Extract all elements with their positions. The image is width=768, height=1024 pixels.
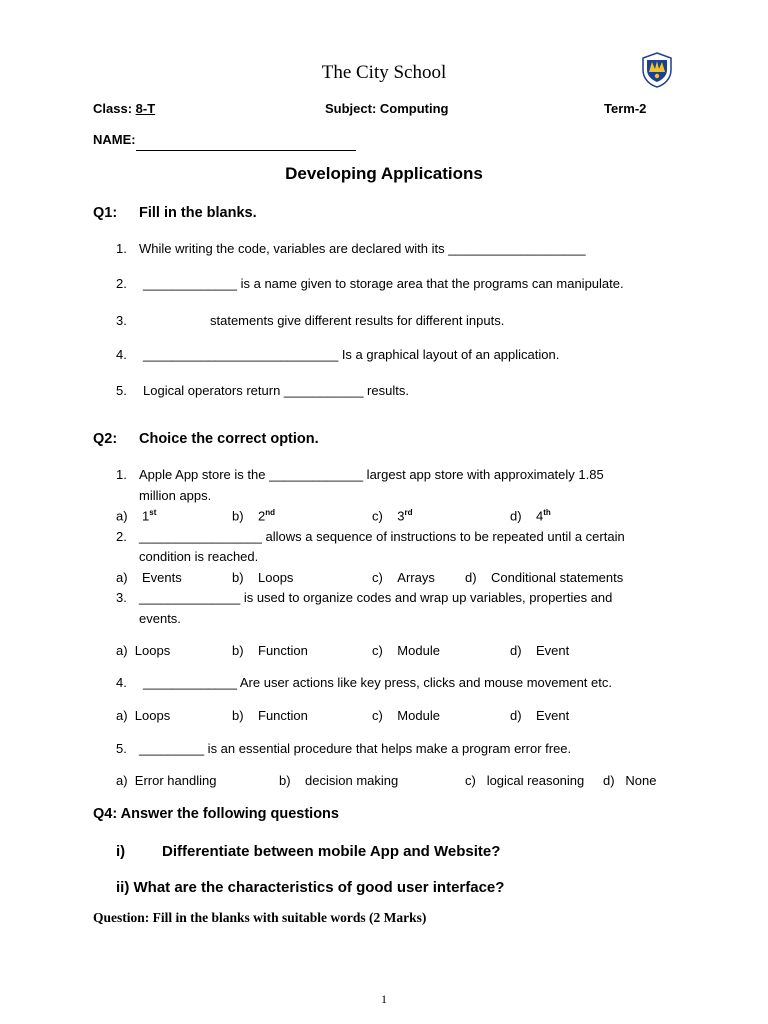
option-value: Arrays — [397, 570, 435, 585]
option-letter: a) — [116, 508, 128, 524]
class-field — [93, 101, 155, 116]
q2-5-option-b[interactable] — [279, 773, 398, 788]
q2-4-option-b[interactable] — [232, 708, 308, 723]
q2-3-option-b[interactable] — [232, 643, 308, 658]
q2-item-4-number: 4. — [116, 675, 127, 690]
option-letter: a) — [116, 773, 128, 788]
q2-item-2-number: 2. — [116, 529, 127, 544]
option-value: 3 — [397, 508, 405, 524]
option-letter: c) — [372, 508, 383, 524]
q2-2-option-d[interactable] — [465, 570, 623, 585]
subject-field: Subject: Computing — [325, 101, 449, 116]
option-letter: a) — [116, 708, 128, 723]
q4-i-number: i) — [116, 843, 126, 860]
q2-2-option-a[interactable] — [116, 570, 182, 585]
name-label: NAME: — [93, 132, 136, 147]
name-blank-line[interactable] — [136, 150, 356, 151]
option-letter: c) — [465, 773, 476, 788]
option-value: Event — [536, 643, 570, 658]
option-letter: b) — [232, 643, 244, 658]
q1-number: Q1: — [93, 205, 118, 221]
option-superscript: rd — [404, 508, 413, 517]
q2-item-3-line1: ______________ is used to organize codes and wrap up variables, properties and — [139, 590, 613, 605]
option-value: 2 — [258, 508, 266, 524]
q2-1-option-c[interactable] — [372, 508, 413, 523]
q2-4-option-c[interactable] — [372, 708, 440, 723]
option-letter: b) — [279, 773, 291, 788]
option-value: Function — [258, 708, 308, 723]
q2-item-3-line2: events. — [139, 611, 181, 626]
q2-heading — [93, 431, 319, 447]
q1-item-2-text: _____________ is a name given to storage area that the programs can manipulate. — [143, 276, 624, 291]
q2-item-1-line1: Apple App store is the _____________ largest app store with approximately 1.85 — [139, 467, 604, 482]
option-value: Loops — [258, 570, 294, 585]
q2-2-option-c[interactable] — [372, 570, 435, 585]
class-label: Class: — [93, 101, 136, 116]
term-field: Term-2 — [604, 101, 647, 116]
school-name: The City School — [321, 62, 447, 83]
option-letter: b) — [232, 508, 244, 524]
q2-1-option-b[interactable] — [232, 508, 275, 523]
q2-item-1-number: 1. — [116, 467, 127, 482]
option-letter: d) — [603, 773, 615, 788]
option-letter: d) — [510, 708, 522, 723]
option-letter: a) — [116, 643, 128, 658]
page-number: 1 — [381, 992, 387, 1006]
q1-item-1-number: 1. — [116, 241, 127, 256]
option-value: Module — [397, 708, 440, 723]
q2-title: Choice the correct option. — [139, 431, 319, 447]
q2-4-option-a[interactable] — [116, 708, 170, 723]
q2-number: Q2: — [93, 431, 118, 447]
option-value: 1 — [142, 508, 150, 524]
q2-5-option-d[interactable] — [603, 773, 656, 788]
option-value: Events — [142, 570, 182, 585]
question-instruction: Question: Fill in the blanks with suitable words (2 Marks) — [93, 910, 427, 925]
q4-i-text: Differentiate between mobile App and Website? — [162, 843, 501, 860]
option-letter: b) — [232, 570, 244, 585]
option-letter: b) — [232, 708, 244, 723]
q1-item-5-text: Logical operators return ___________ results. — [143, 383, 409, 398]
q4-ii-text: ii) What are the characteristics of good user interface? — [116, 879, 505, 896]
q2-item-2-line2: condition is reached. — [139, 549, 259, 564]
q1-item-2-number: 2. — [116, 276, 127, 291]
q2-5-option-c[interactable] — [465, 773, 584, 788]
option-value: None — [625, 773, 657, 788]
q2-item-1-line2: million apps. — [139, 488, 212, 503]
option-superscript: th — [543, 508, 551, 517]
q2-1-option-d[interactable] — [510, 508, 551, 523]
q2-5-option-a[interactable] — [116, 773, 216, 788]
option-value: Function — [258, 643, 308, 658]
option-value: Event — [536, 708, 570, 723]
q1-item-1-text: While writing the code, variables are declared with its ___________________ — [139, 241, 586, 256]
option-letter: d) — [510, 508, 522, 524]
q2-item-5-number: 5. — [116, 741, 127, 756]
q2-4-option-d[interactable] — [510, 708, 569, 723]
q1-title: Fill in the blanks. — [139, 205, 257, 221]
option-letter: d) — [510, 643, 522, 658]
q1-heading — [93, 205, 257, 221]
option-value: Loops — [134, 643, 171, 658]
q2-1-option-a[interactable] — [116, 508, 156, 523]
q2-item-2-line1: _________________ allows a sequence of instructions to be repeated until a certain — [139, 529, 625, 544]
option-value: 4 — [536, 508, 544, 524]
q4-heading: Q4: Answer the following questions — [93, 806, 339, 822]
option-superscript: st — [149, 508, 157, 517]
option-superscript: nd — [265, 508, 276, 517]
option-value: Module — [397, 643, 440, 658]
q1-item-3-text: statements give different results for different inputs. — [210, 313, 505, 328]
option-value: Loops — [134, 708, 171, 723]
q1-item-3-number: 3. — [116, 313, 127, 328]
option-value: Conditional statements — [491, 570, 624, 585]
q2-3-option-a[interactable] — [116, 643, 170, 658]
q2-2-option-b[interactable] — [232, 570, 293, 585]
q2-item-3-number: 3. — [116, 590, 127, 605]
option-letter: c) — [372, 643, 383, 658]
q2-item-4-line1: _____________ Are user actions like key press, clicks and mouse movement etc. — [143, 675, 612, 690]
option-letter: c) — [372, 570, 383, 585]
worksheet-title: Developing Applications — [285, 164, 483, 183]
q1-item-4-text: ___________________________ Is a graphical layout of an application. — [143, 347, 560, 362]
option-letter: a) — [116, 570, 128, 585]
class-value: 8-T — [135, 101, 156, 116]
option-letter: c) — [372, 708, 383, 723]
q2-3-option-d[interactable] — [510, 643, 569, 658]
school-crest-icon — [641, 52, 673, 88]
q2-3-option-c[interactable] — [372, 643, 440, 658]
option-letter: d) — [465, 570, 477, 585]
option-value: logical reasoning — [486, 773, 585, 788]
option-value: Error handling — [134, 773, 217, 788]
q2-item-5-line1: _________ is an essential procedure that helps make a program error free. — [139, 741, 572, 756]
q1-item-5-number: 5. — [116, 383, 127, 398]
q1-item-4-number: 4. — [116, 347, 127, 362]
option-value: decision making — [305, 773, 399, 788]
